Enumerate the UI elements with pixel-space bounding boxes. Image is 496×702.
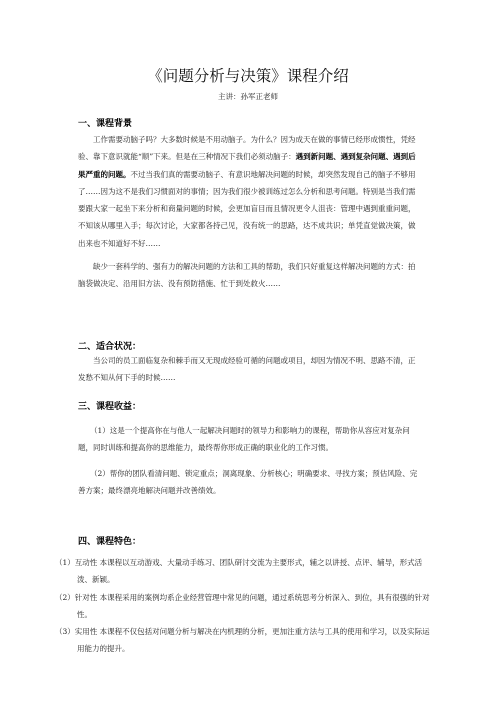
section-2-paragraph-1: 当公司的员工面临复杂和棘手而又无现成经验可循的问题或项目，却因为情况不明、思路不清，正发愁不知从何下手的时候…… [78,356,416,383]
list-item: （3）实用性 本课程不仅包括对问题分析与解决在内机理的分析，更加注重方法与工具的使用和学习，以及实际运用能力的提升。 [55,627,430,654]
section-3-body [78,422,421,499]
section-1-body [78,131,421,293]
section-3-paragraph-1: （1）这是一个提高你在与他人一起解决问题时的领导力和影响力的课程，帮助你从容应对复杂问题，同时训练和提高你的思维能力，最终帮你形成正确的职业化的工作习惯。 [78,426,410,453]
section-1-text-a: 工作需要动脑子吗？大多数时候是不用动脑子。为什么？因为成天在做的事情已经形成惯性，凭经验、靠下意识就能“顺”下来。但是在三种情况下我们必须动脑子： [78,135,416,162]
section-1-paragraph-2: 缺少一套科学的、强有力的解决问题的方法和工具的帮助，我们只好重复这样解决问题的方式：拍脑袋做决定、沿用旧方法、没有预防措施、忙于到处救火…… [78,262,416,289]
document-title: 《问题分析与决策》课程介绍 [147,67,349,85]
section-1-paragraph-1 [78,131,421,252]
section-3-paragraph-2: （2）帮你的团队看清问题、锁定重点；洞离现象、分析核心；明确要求、寻找方案；预估风险、完善方案；最终漂亮地解决问题并改善绩效。 [78,468,418,495]
section-2-body [78,352,421,387]
section-4-list [55,554,430,658]
section-1-text-bold: 遇到新问题、遇到复杂问题、遇到后果严重的问题。 [78,152,416,179]
section-1-text-c: 不过当我们真的需要动脑子、有意识地解决问题的时候，却突然发现自己的脑子不够用了……因为这不是我们习惯面对的事情；因为我们很少被训练过怎么分析和思考问题。特别是当我们需要跟大家一起坐下来分析和商量问题的时候，会更加盲目而且情况更令人沮丧：管理中遇到重重问题，不知该从哪里入手；每次讨论，大家都各持己见，没有统一的思路，达不成共识；单凭直觉做决策，做出来也不知道好不好…… [78,169,416,248]
section-2-heading: 二、适合状况： [78,342,142,352]
section-3-heading: 三、课程收益： [78,402,142,412]
section-1-heading: 一、课程背景 [78,119,133,129]
list-item: （2）针对性 本课程采用的案例均系企业经营管理中常见的问题，通过系统思考分析深入、到位，具有很强的针对性。 [55,592,430,619]
section-4-heading: 四、课程特色： [78,537,142,547]
list-item: （1）互动性 本课程以互动游戏、大量动手练习、团队研讨交流为主要形式，辅之以讲授、点评、辅导，形式活泼、新颖。 [55,558,423,585]
document-subtitle: 主讲：孙军正老师 [218,92,278,101]
